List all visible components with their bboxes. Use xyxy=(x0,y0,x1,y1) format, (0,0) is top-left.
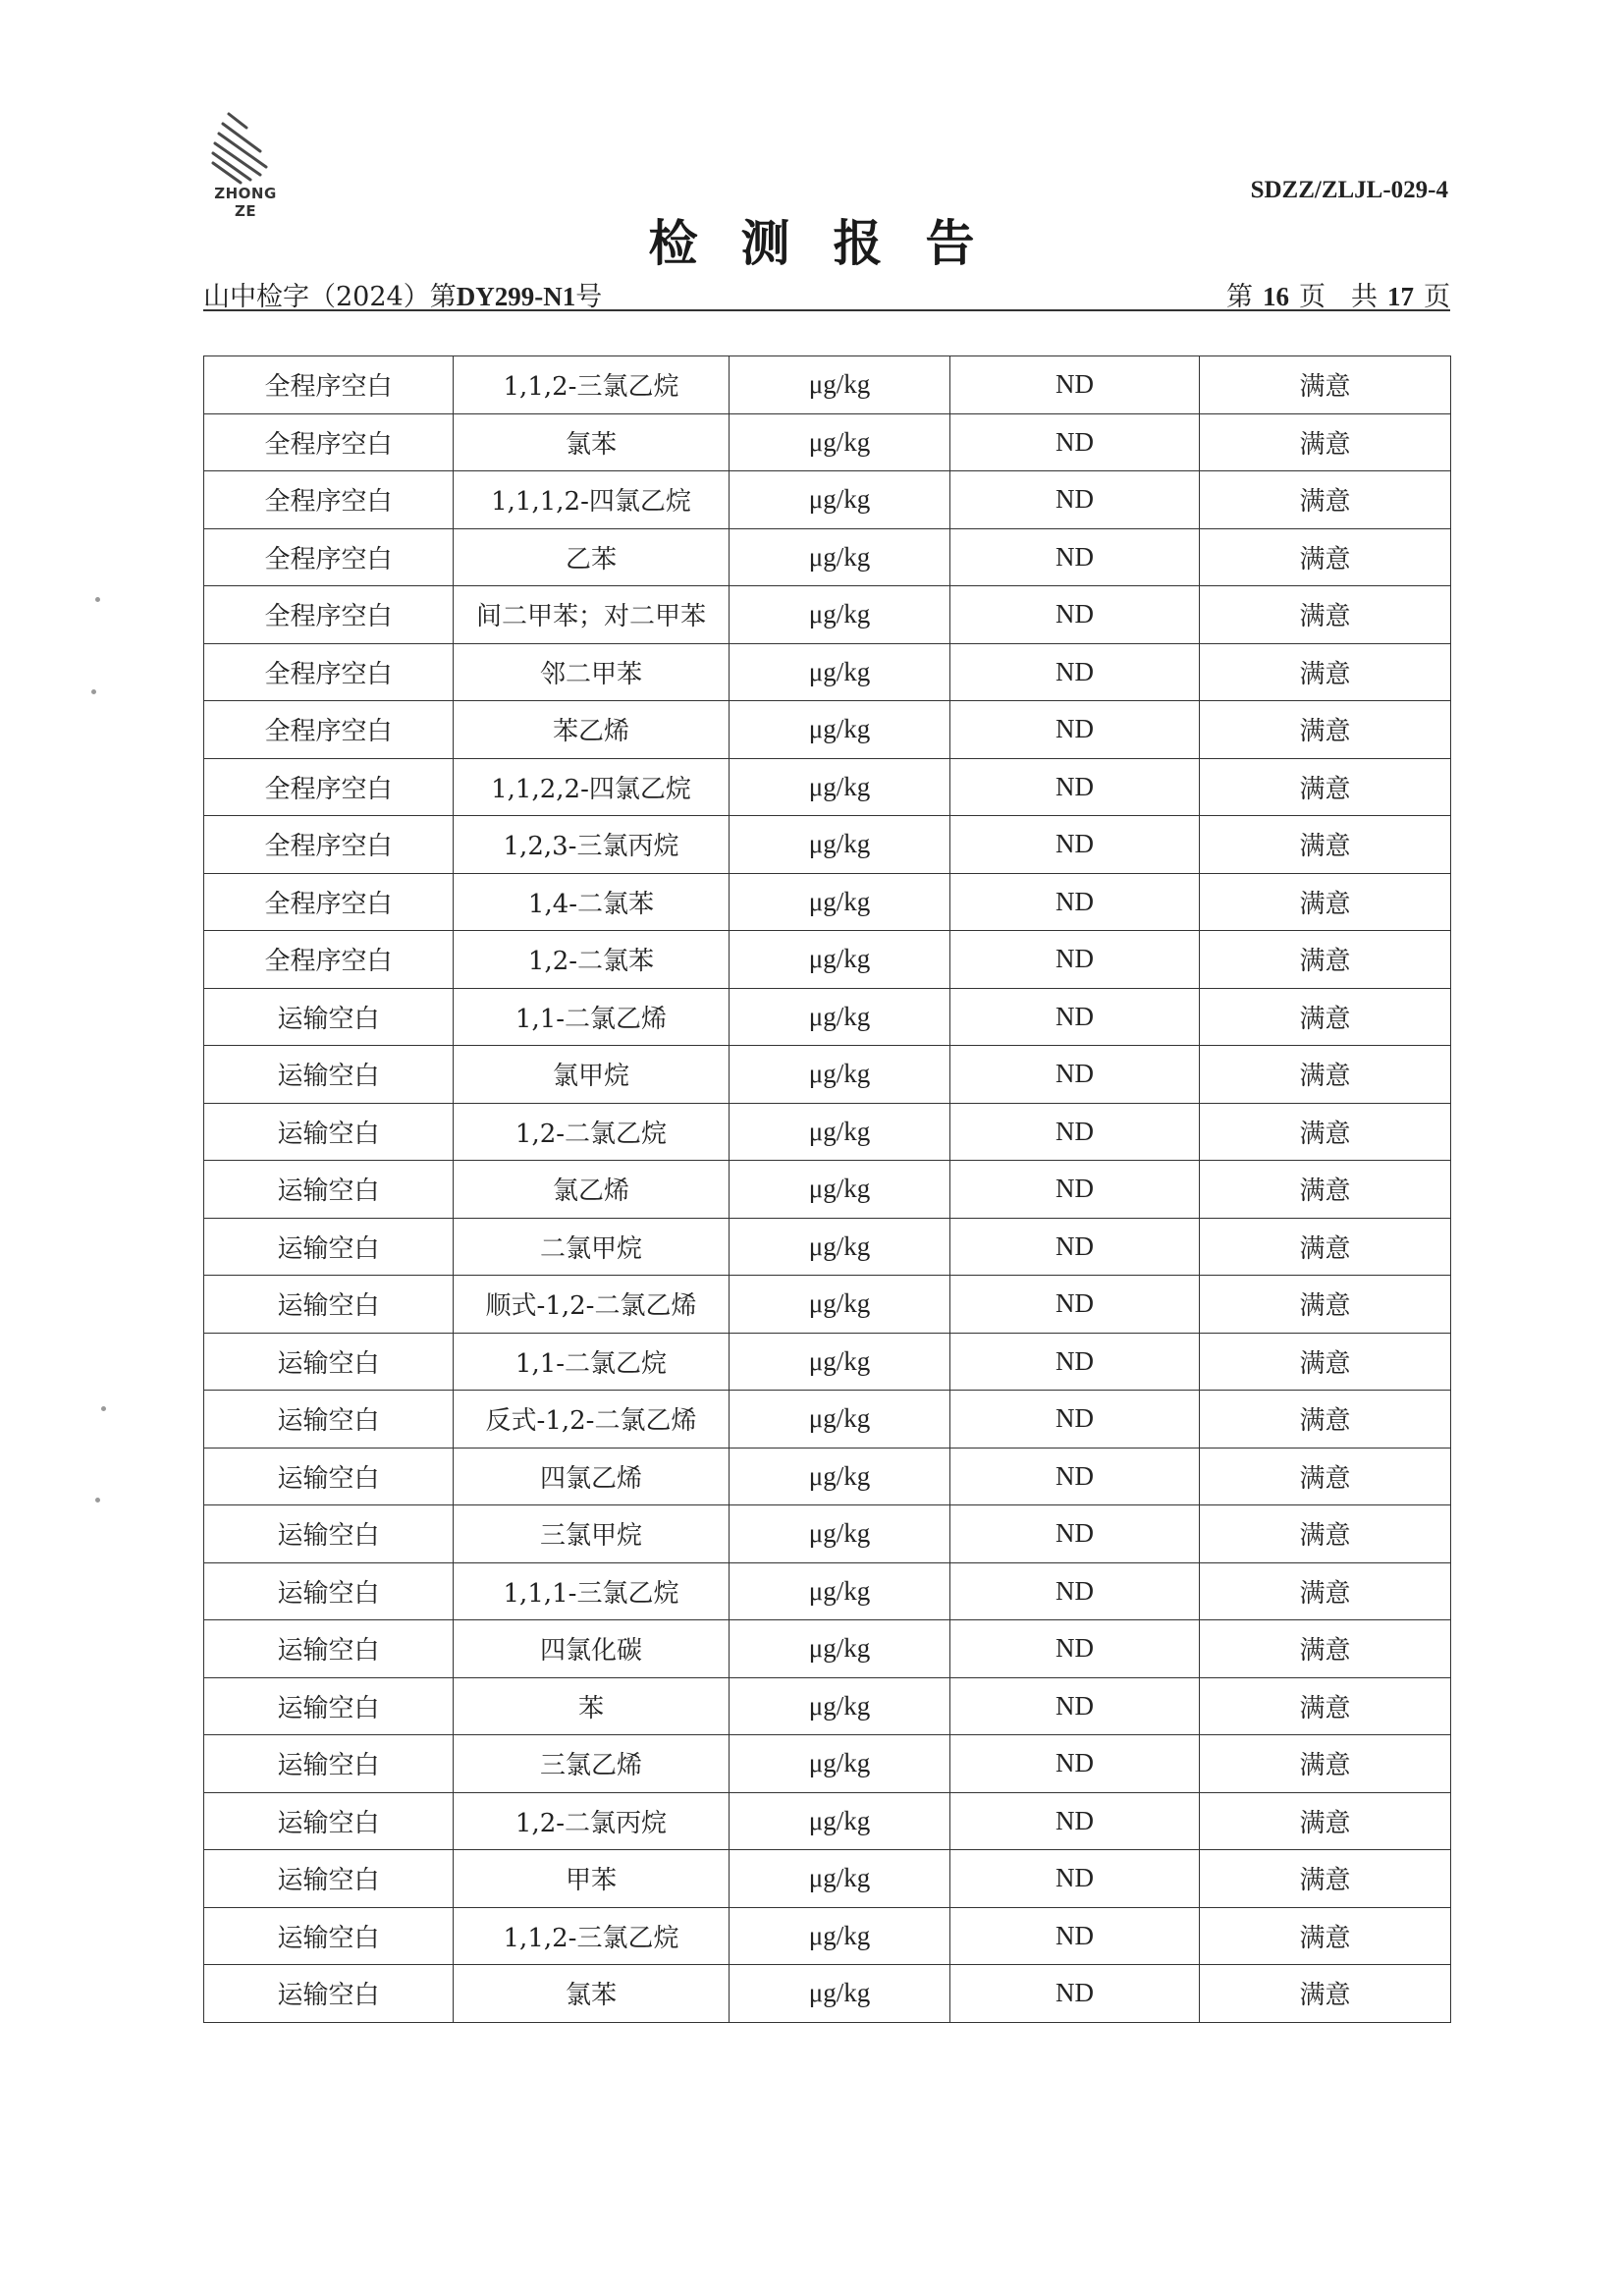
sample-cell: 全程序空白 xyxy=(204,471,454,529)
result-cell: ND xyxy=(950,758,1200,816)
evaluation-cell: 满意 xyxy=(1200,1161,1451,1219)
result-cell: ND xyxy=(950,471,1200,529)
evaluation-cell: 满意 xyxy=(1200,701,1451,759)
unit-cell: μg/kg xyxy=(730,1792,950,1850)
unit-cell: μg/kg xyxy=(730,873,950,931)
evaluation-cell: 满意 xyxy=(1200,1448,1451,1505)
item-cell: 1,2-二氯乙烷 xyxy=(454,1103,730,1161)
result-cell: ND xyxy=(950,1677,1200,1735)
unit-cell: μg/kg xyxy=(730,1218,950,1276)
evaluation-cell: 满意 xyxy=(1200,643,1451,701)
result-cell: ND xyxy=(950,586,1200,644)
evaluation-cell: 满意 xyxy=(1200,873,1451,931)
result-cell: ND xyxy=(950,701,1200,759)
evaluation-cell: 满意 xyxy=(1200,1333,1451,1391)
evaluation-cell: 满意 xyxy=(1200,1276,1451,1334)
result-cell: ND xyxy=(950,1391,1200,1449)
result-cell: ND xyxy=(950,1161,1200,1219)
item-cell: 1,2-二氯丙烷 xyxy=(454,1792,730,1850)
result-cell: ND xyxy=(950,1907,1200,1965)
item-cell: 1,4-二氯苯 xyxy=(454,873,730,931)
result-cell: ND xyxy=(950,643,1200,701)
table-row xyxy=(204,1391,1451,1449)
unit-cell: μg/kg xyxy=(730,586,950,644)
unit-cell: μg/kg xyxy=(730,1907,950,1965)
sample-cell: 全程序空白 xyxy=(204,931,454,989)
unit-cell: μg/kg xyxy=(730,643,950,701)
report-number-value: DY299-N1 xyxy=(456,282,576,311)
item-cell: 邻二甲苯 xyxy=(454,643,730,701)
table-row xyxy=(204,471,1451,529)
item-cell: 反式-1,2-二氯乙烯 xyxy=(454,1391,730,1449)
table-row xyxy=(204,931,1451,989)
scan-speck xyxy=(101,1406,106,1411)
table-row xyxy=(204,1333,1451,1391)
table-row xyxy=(204,758,1451,816)
item-cell: 苯 xyxy=(454,1677,730,1735)
item-cell: 顺式-1,2-二氯乙烯 xyxy=(454,1276,730,1334)
item-cell: 三氯甲烷 xyxy=(454,1505,730,1563)
table-row xyxy=(204,1103,1451,1161)
unit-cell: μg/kg xyxy=(730,413,950,471)
evaluation-cell: 满意 xyxy=(1200,816,1451,874)
result-cell: ND xyxy=(950,1562,1200,1620)
evaluation-cell: 满意 xyxy=(1200,758,1451,816)
item-cell: 1,1,2-三氯乙烷 xyxy=(454,356,730,414)
table-row xyxy=(204,1562,1451,1620)
evaluation-cell: 满意 xyxy=(1200,1218,1451,1276)
item-cell: 乙苯 xyxy=(454,528,730,586)
evaluation-cell: 满意 xyxy=(1200,1620,1451,1678)
result-cell: ND xyxy=(950,988,1200,1046)
table-row xyxy=(204,1218,1451,1276)
item-cell: 1,1,2,2-四氯乙烷 xyxy=(454,758,730,816)
logo-text: ZHONG ZE xyxy=(214,185,277,220)
sample-cell: 全程序空白 xyxy=(204,816,454,874)
table-row xyxy=(204,1850,1451,1908)
sample-cell: 运输空白 xyxy=(204,988,454,1046)
evaluation-cell: 满意 xyxy=(1200,1505,1451,1563)
item-cell: 1,1-二氯乙烯 xyxy=(454,988,730,1046)
result-cell: ND xyxy=(950,413,1200,471)
evaluation-cell: 满意 xyxy=(1200,413,1451,471)
unit-cell: μg/kg xyxy=(730,1735,950,1793)
evaluation-cell: 满意 xyxy=(1200,1735,1451,1793)
table-row xyxy=(204,1448,1451,1505)
sample-cell: 运输空白 xyxy=(204,1850,454,1908)
sample-cell: 全程序空白 xyxy=(204,528,454,586)
table-row xyxy=(204,1677,1451,1735)
evaluation-cell: 满意 xyxy=(1200,1792,1451,1850)
table-row xyxy=(204,1046,1451,1104)
sample-cell: 运输空白 xyxy=(204,1333,454,1391)
page-title: 检测报告 xyxy=(648,214,1018,272)
logo-stripes-icon xyxy=(201,110,290,185)
table-row xyxy=(204,1907,1451,1965)
evaluation-cell: 满意 xyxy=(1200,1391,1451,1449)
sample-cell: 全程序空白 xyxy=(204,758,454,816)
sample-cell: 运输空白 xyxy=(204,1161,454,1219)
unit-cell: μg/kg xyxy=(730,528,950,586)
result-cell: ND xyxy=(950,1850,1200,1908)
results-table xyxy=(203,355,1451,2023)
item-cell: 1,1,1,2-四氯乙烷 xyxy=(454,471,730,529)
result-cell: ND xyxy=(950,1792,1200,1850)
page-mid: 页 xyxy=(1299,282,1325,312)
table-row xyxy=(204,701,1451,759)
evaluation-cell: 满意 xyxy=(1200,1562,1451,1620)
result-cell: ND xyxy=(950,1333,1200,1391)
evaluation-cell: 满意 xyxy=(1200,1850,1451,1908)
scan-speck xyxy=(91,689,96,694)
table-row xyxy=(204,873,1451,931)
table-row xyxy=(204,1620,1451,1678)
evaluation-cell: 满意 xyxy=(1200,586,1451,644)
result-cell: ND xyxy=(950,1505,1200,1563)
result-cell: ND xyxy=(950,816,1200,874)
result-cell: ND xyxy=(950,931,1200,989)
item-cell: 氯苯 xyxy=(454,1965,730,2023)
unit-cell: μg/kg xyxy=(730,816,950,874)
sample-cell: 运输空白 xyxy=(204,1965,454,2023)
result-cell: ND xyxy=(950,1046,1200,1104)
sample-cell: 全程序空白 xyxy=(204,643,454,701)
unit-cell: μg/kg xyxy=(730,1333,950,1391)
table-row xyxy=(204,528,1451,586)
unit-cell: μg/kg xyxy=(730,931,950,989)
evaluation-cell: 满意 xyxy=(1200,931,1451,989)
result-cell: ND xyxy=(950,356,1200,414)
page-total-prefix: 共 xyxy=(1351,282,1378,312)
evaluation-cell: 满意 xyxy=(1200,471,1451,529)
sample-cell: 运输空白 xyxy=(204,1907,454,1965)
result-cell: ND xyxy=(950,528,1200,586)
sample-cell: 运输空白 xyxy=(204,1046,454,1104)
unit-cell: μg/kg xyxy=(730,356,950,414)
evaluation-cell: 满意 xyxy=(1200,528,1451,586)
unit-cell: μg/kg xyxy=(730,1391,950,1449)
table-row xyxy=(204,1965,1451,2023)
sample-cell: 运输空白 xyxy=(204,1677,454,1735)
table-row xyxy=(204,1276,1451,1334)
table-row xyxy=(204,643,1451,701)
page-suffix: 页 xyxy=(1424,282,1450,312)
table-row xyxy=(204,1792,1451,1850)
page-prefix: 第 xyxy=(1226,282,1253,312)
item-cell: 1,2-二氯苯 xyxy=(454,931,730,989)
unit-cell: μg/kg xyxy=(730,701,950,759)
item-cell: 1,1,1-三氯乙烷 xyxy=(454,1562,730,1620)
scan-speck xyxy=(95,597,100,602)
unit-cell: μg/kg xyxy=(730,1448,950,1505)
page-current: 16 xyxy=(1263,282,1289,311)
evaluation-cell: 满意 xyxy=(1200,1046,1451,1104)
result-cell: ND xyxy=(950,1965,1200,2023)
result-cell: ND xyxy=(950,1218,1200,1276)
sample-cell: 运输空白 xyxy=(204,1505,454,1563)
unit-cell: μg/kg xyxy=(730,1103,950,1161)
result-cell: ND xyxy=(950,873,1200,931)
table-row xyxy=(204,1161,1451,1219)
item-cell: 间二甲苯；对二甲苯 xyxy=(454,586,730,644)
unit-cell: μg/kg xyxy=(730,1562,950,1620)
sample-cell: 运输空白 xyxy=(204,1448,454,1505)
unit-cell: μg/kg xyxy=(730,988,950,1046)
item-cell: 1,1,2-三氯乙烷 xyxy=(454,1907,730,1965)
item-cell: 氯乙烯 xyxy=(454,1161,730,1219)
item-cell: 四氯化碳 xyxy=(454,1620,730,1678)
result-cell: ND xyxy=(950,1103,1200,1161)
report-number xyxy=(203,275,602,313)
unit-cell: μg/kg xyxy=(730,758,950,816)
header-divider xyxy=(203,309,1450,311)
item-cell: 四氯乙烯 xyxy=(454,1448,730,1505)
sample-cell: 运输空白 xyxy=(204,1735,454,1793)
table-row xyxy=(204,586,1451,644)
unit-cell: μg/kg xyxy=(730,1850,950,1908)
unit-cell: μg/kg xyxy=(730,1046,950,1104)
table-row xyxy=(204,1735,1451,1793)
result-cell: ND xyxy=(950,1735,1200,1793)
page-total: 17 xyxy=(1387,282,1414,311)
item-cell: 1,1-二氯乙烷 xyxy=(454,1333,730,1391)
evaluation-cell: 满意 xyxy=(1200,988,1451,1046)
table-row xyxy=(204,413,1451,471)
unit-cell: μg/kg xyxy=(730,471,950,529)
sample-cell: 全程序空白 xyxy=(204,413,454,471)
item-cell: 三氯乙烯 xyxy=(454,1735,730,1793)
sample-cell: 运输空白 xyxy=(204,1218,454,1276)
item-cell: 甲苯 xyxy=(454,1850,730,1908)
table-row xyxy=(204,356,1451,414)
unit-cell: μg/kg xyxy=(730,1505,950,1563)
unit-cell: μg/kg xyxy=(730,1276,950,1334)
table-row xyxy=(204,988,1451,1046)
evaluation-cell: 满意 xyxy=(1200,1907,1451,1965)
sample-cell: 运输空白 xyxy=(204,1562,454,1620)
unit-cell: μg/kg xyxy=(730,1965,950,2023)
page-indicator xyxy=(1226,275,1450,313)
evaluation-cell: 满意 xyxy=(1200,356,1451,414)
sample-cell: 运输空白 xyxy=(204,1620,454,1678)
sample-cell: 运输空白 xyxy=(204,1103,454,1161)
table-row xyxy=(204,816,1451,874)
evaluation-cell: 满意 xyxy=(1200,1965,1451,2023)
unit-cell: μg/kg xyxy=(730,1620,950,1678)
evaluation-cell: 满意 xyxy=(1200,1677,1451,1735)
document-code: SDZZ/ZLJL-029-4 xyxy=(1250,177,1448,203)
item-cell: 二氯甲烷 xyxy=(454,1218,730,1276)
item-cell: 氯苯 xyxy=(454,413,730,471)
unit-cell: μg/kg xyxy=(730,1677,950,1735)
sample-cell: 运输空白 xyxy=(204,1276,454,1334)
sample-cell: 全程序空白 xyxy=(204,586,454,644)
result-cell: ND xyxy=(950,1620,1200,1678)
results-table-body xyxy=(204,356,1451,2023)
sample-cell: 全程序空白 xyxy=(204,873,454,931)
item-cell: 1,2,3-三氯丙烷 xyxy=(454,816,730,874)
sample-cell: 运输空白 xyxy=(204,1792,454,1850)
sample-cell: 全程序空白 xyxy=(204,701,454,759)
sample-cell: 运输空白 xyxy=(204,1391,454,1449)
table-row xyxy=(204,1505,1451,1563)
scan-speck xyxy=(95,1498,100,1503)
item-cell: 苯乙烯 xyxy=(454,701,730,759)
item-cell: 氯甲烷 xyxy=(454,1046,730,1104)
company-logo xyxy=(201,110,290,220)
result-cell: ND xyxy=(950,1448,1200,1505)
report-number-prefix: 山中检字（2024）第 xyxy=(203,282,457,312)
report-number-suffix: 号 xyxy=(575,282,603,312)
evaluation-cell: 满意 xyxy=(1200,1103,1451,1161)
result-cell: ND xyxy=(950,1276,1200,1334)
unit-cell: μg/kg xyxy=(730,1161,950,1219)
sample-cell: 全程序空白 xyxy=(204,356,454,414)
